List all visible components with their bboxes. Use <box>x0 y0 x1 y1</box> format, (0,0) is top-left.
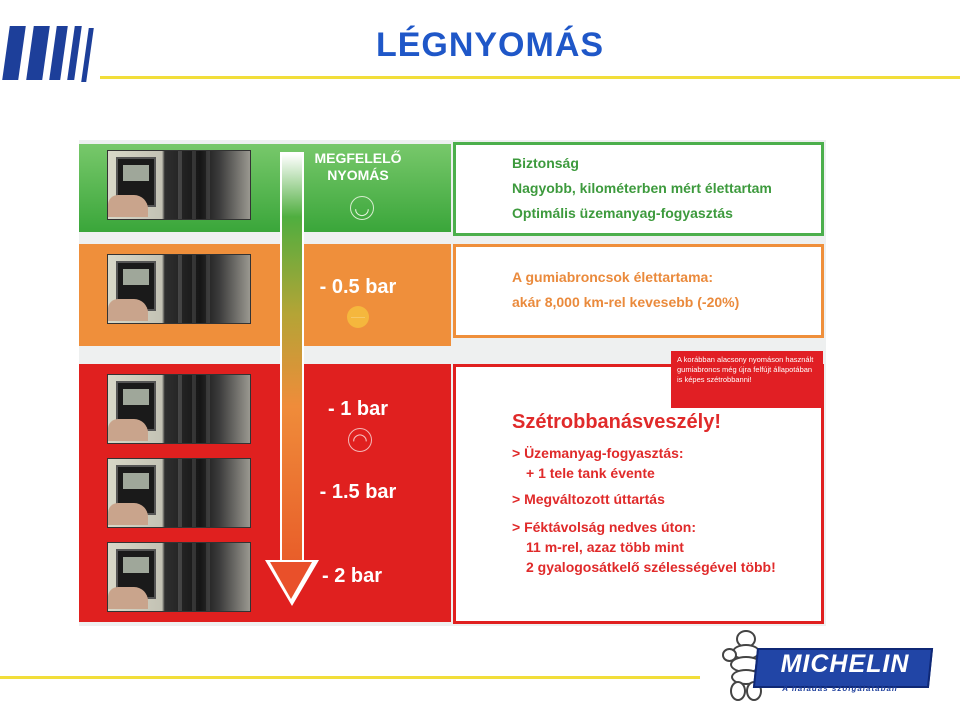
pressure-drop-arrow <box>280 152 304 576</box>
blowout-heading: Szétrobbanásveszély! <box>512 411 721 433</box>
footer-divider <box>0 676 700 679</box>
tire-photo-correct <box>107 150 251 220</box>
sad-face-icon: ◠ <box>348 428 372 452</box>
header-stripe-3 <box>49 26 68 80</box>
benefits-box <box>453 142 824 236</box>
warning-note: A korábban alacsony nyomáson használt gumiabroncs még újra felfújt állapotában is képes szétrobbanni! <box>671 351 823 408</box>
tire-photo-minus-one-half <box>107 458 251 528</box>
braking-detail-2: 2 gyalogosátkelő szélességével több! <box>526 559 776 575</box>
braking-detail-1: 11 m-rel, azaz több mint <box>526 539 684 555</box>
header-stripe-1 <box>2 26 26 80</box>
minus-half-bar-label: - 0.5 bar <box>319 276 397 298</box>
tire-photo-minus-one <box>107 374 251 444</box>
braking-bullet: > Féktávolság nedves úton: <box>512 519 696 535</box>
half-bar-effect-box <box>453 244 824 338</box>
correct-pressure-label <box>312 150 404 184</box>
neutral-face-icon: — <box>347 306 369 328</box>
correct-pressure-line2: NYOMÁS <box>327 167 389 183</box>
fuel-bullet: > Üzemanyag-fogyasztás: <box>512 445 684 461</box>
tire-photo-minus-half <box>107 254 251 324</box>
minus-one-half-bar-label: - 1.5 bar <box>319 481 397 503</box>
benefit-lifetime: Nagyobb, kilométerben mért élettartam <box>512 180 772 196</box>
header-stripe-5 <box>81 28 94 82</box>
minus-two-bar-label: - 2 bar <box>321 565 383 587</box>
title-divider <box>100 76 960 79</box>
fuel-bullet-detail: + 1 tele tank évente <box>526 465 655 481</box>
brand-tagline: A haladás szolgálatában <box>782 684 898 693</box>
brand-name: MICHELIN <box>780 650 910 678</box>
header-stripe-4 <box>67 26 82 80</box>
correct-pressure-line1: MEGFELELŐ <box>314 150 402 166</box>
happy-face-icon: ◡ <box>350 196 374 220</box>
arrow-head <box>270 562 312 599</box>
tire-photo-minus-two <box>107 542 251 612</box>
benefit-fuel: Optimális üzemanyag-fogyasztás <box>512 205 733 221</box>
lifetime-text: A gumiabroncsok élettartama: <box>512 269 713 285</box>
lifetime-loss-text: akár 8,000 km-rel kevesebb (-20%) <box>512 294 740 310</box>
benefit-safety: Biztonság <box>512 155 579 171</box>
handling-bullet: > Megváltozott úttartás <box>512 491 665 507</box>
minus-one-bar-label: - 1 bar <box>327 398 389 420</box>
header-stripe-2 <box>26 26 50 80</box>
page-title: LÉGNYOMÁS <box>375 26 605 64</box>
